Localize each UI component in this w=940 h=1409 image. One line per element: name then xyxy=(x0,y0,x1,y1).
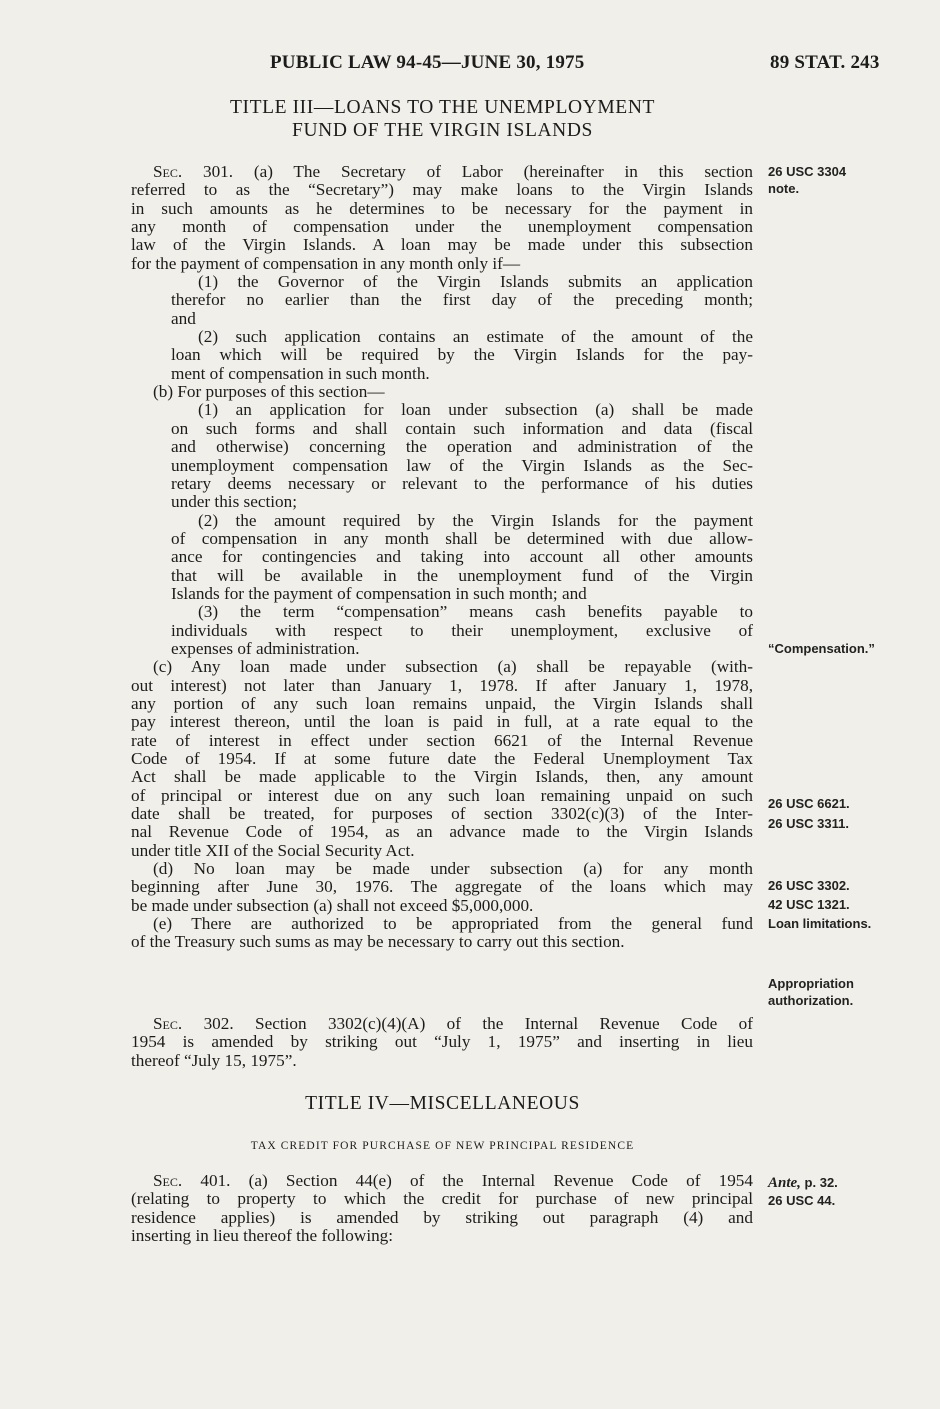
text-line: Act shall be made applicable to the Virgin Islands, then, any amount xyxy=(131,767,753,787)
text-line: under title XII of the Social Security Act. xyxy=(131,840,415,860)
text-line: retary deems necessary or relevant to the performance of his duties xyxy=(171,473,753,493)
text-line: law of the Virgin Islands. A loan may be made under this subsection xyxy=(131,235,753,255)
text-line: date shall be treated, for purposes of section 3302(c)(3) of the Inter- xyxy=(131,804,753,824)
text-line: (2) the amount required by the Virgin Islands for the payment xyxy=(198,510,753,530)
section-302 xyxy=(131,1015,753,1070)
section-label: Sec. xyxy=(153,1171,183,1190)
text-line: residence applies) is amended by striking out paragraph (4) and xyxy=(131,1207,753,1227)
text-line: (1) the Governor of the Virgin Islands submits an application xyxy=(198,272,753,292)
text-line: Sec. 302. Section 3302(c)(4)(A) of the Internal Revenue Code of xyxy=(153,1014,753,1033)
text-line: (3) the term “compensation” means cash benefits payable to xyxy=(198,602,753,622)
margin-note-6621: 26 USC 6621. xyxy=(768,796,850,811)
text-line: nal Revenue Code of 1954, as an advance made to the Virgin Islands xyxy=(131,822,753,842)
text-line: for the payment of compensation in any month only if— xyxy=(131,253,521,273)
text-line: of principal or interest due on any such loan remaining unpaid on such xyxy=(131,785,753,805)
text-line: be made under subsection (a) shall not exceed $5,000,000. xyxy=(131,895,534,915)
text-line: (1) an application for loan under subsection (a) shall be made xyxy=(198,400,753,420)
text-line: (c) Any loan made under subsection (a) shall be repayable (with- xyxy=(153,657,753,677)
margin-note-3311: 26 USC 3311. xyxy=(768,816,849,831)
text-line: unemployment compensation law of the Virgin Islands as the Sec- xyxy=(171,455,753,475)
text-line: (2) such application contains an estimate of the amount of the xyxy=(198,327,753,347)
text-line: rate of interest in effect under section 6621 of the Internal Revenue xyxy=(131,730,753,750)
title-iii-line1: TITLE III—LOANS TO THE UNEMPLOYMENT xyxy=(229,97,656,118)
text-line: 1954 is amended by striking out “July 1, 1975” and inserting in lieu xyxy=(131,1032,753,1052)
text-line: Islands for the payment of compensation in such month; and xyxy=(171,583,587,603)
text-line: thereof “July 15, 1975”. xyxy=(131,1050,297,1070)
text-line: ance for contingencies and taking into account all other amounts xyxy=(171,547,753,567)
text-line: and xyxy=(171,308,196,328)
text-line: expenses of administration. xyxy=(171,638,360,658)
text-line: (relating to property to which the credit for purchase of new principal xyxy=(131,1189,753,1209)
running-header-page: 89 STAT. 243 xyxy=(770,52,880,73)
text-line: (e) There are authorized to be appropriated from the general fund xyxy=(153,914,753,934)
text-line: any month of compensation under the unemployment compensation xyxy=(131,217,753,237)
text-line: Sec. 301. (a) The Secretary of Labor (hereinafter in this section xyxy=(153,162,753,181)
text-line: Code of 1954. If at some future date the Federal Unemployment Tax xyxy=(131,749,753,768)
text-line: under this section; xyxy=(171,492,298,512)
text-line: beginning after June 30, 1976. The aggregate of the loans which may xyxy=(131,877,753,897)
text-line: pay interest thereon, until the loan is paid in full, at a rate equal to the xyxy=(131,712,753,732)
text-line: inserting in lieu thereof the following: xyxy=(131,1226,394,1246)
margin-note-loan-limitations: Loan limitations. xyxy=(768,916,872,931)
text-line: ment of compensation in such month. xyxy=(171,363,430,383)
text-line: therefor no earlier than the first day of the preceding month; xyxy=(171,290,753,310)
text-line: that will be available in the unemployment fund of the Virgin xyxy=(171,565,753,585)
margin-note-compensation: “Compensation.” xyxy=(768,641,875,656)
title-iii-heading xyxy=(130,96,755,142)
text-line: Sec. 401. (a) Section 44(e) of the Internal Revenue Code of 1954 xyxy=(153,1171,753,1190)
margin-note-ante: Ante, p. 32. 26 USC 44. xyxy=(768,1175,838,1208)
section-label: Sec. xyxy=(153,162,183,181)
text-line: any portion of any such loan remains unpaid, the Virgin Islands shall xyxy=(131,693,753,713)
title-iv-heading: TITLE IV—MISCELLANEOUS xyxy=(305,1093,580,1114)
text-line: (d) No loan may be made under subsection (a) for any month xyxy=(153,859,753,879)
text-line: referred to as the “Secretary”) may make loans to the Virgin Islands xyxy=(131,180,753,200)
text-line: and otherwise) concerning the operation and administration of the xyxy=(171,437,753,457)
text-line: (b) For purposes of this section— xyxy=(153,382,385,402)
section-label: Sec. xyxy=(153,1014,183,1033)
text-line: of compensation in any month shall be determined with due allow- xyxy=(171,528,753,548)
text-line: of the Treasury such sums as may be necessary to carry out this section. xyxy=(131,932,625,952)
text-line: loan which will be required by the Virgin Islands for the pay- xyxy=(171,345,753,365)
text-line: out interest) not later than January 1, 1978. If after January 1, 1978, xyxy=(131,675,753,695)
title-iii-line2: FUND OF THE VIRGIN ISLANDS xyxy=(292,120,593,141)
text-line: individuals with respect to their unemployment, exclusive of xyxy=(171,620,753,640)
text-line: in such amounts as he determines to be necessary for the payment in xyxy=(131,198,753,218)
tax-credit-subheading: TAX CREDIT FOR PURCHASE OF NEW PRINCIPAL RESIDENCE xyxy=(250,1140,635,1152)
margin-note-appropriation: Appropriation authorization. xyxy=(768,976,854,1008)
running-header-title: PUBLIC LAW 94-45—JUNE 30, 1975 xyxy=(270,52,585,73)
margin-note-3304: 26 USC 3304 note. xyxy=(768,164,847,196)
margin-note-1321: 42 USC 1321. xyxy=(768,897,850,912)
section-301 xyxy=(131,163,753,952)
margin-note-3302: 26 USC 3302. xyxy=(768,878,850,893)
text-line: on such forms and shall contain such information and data (fiscal xyxy=(171,418,753,438)
section-401 xyxy=(131,1172,753,1245)
